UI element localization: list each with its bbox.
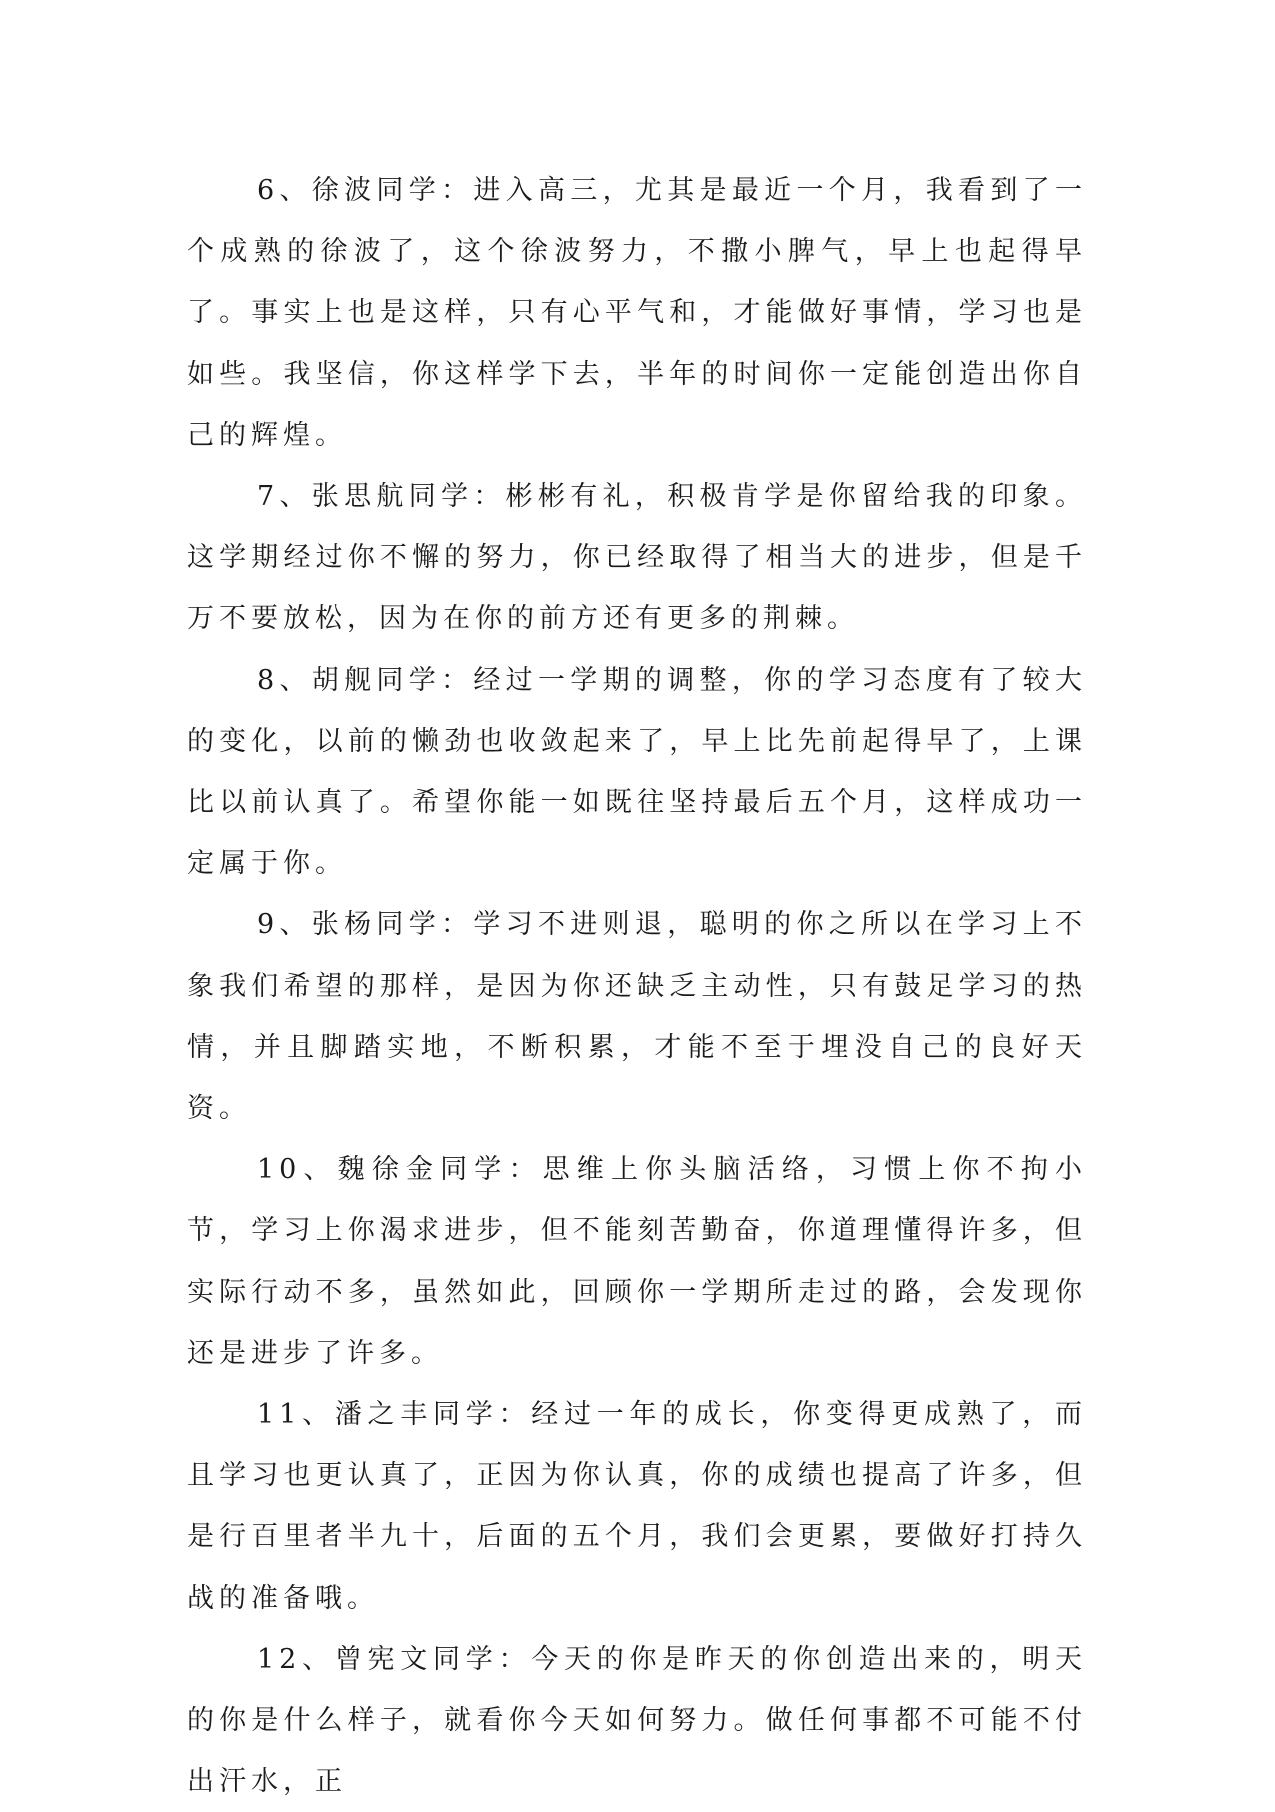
- paragraph-comment-8: 8、胡舰同学：经过一学期的调整，你的学习态度有了较大的变化，以前的懒劲也收敛起来了，早上比先前起得早了，上课比以前认真了。希望你能一如既往坚持最后五个月，这样成功一定属于你。: [187, 664, 1087, 880]
- document-body: [187, 160, 1087, 1812]
- paragraph-comment-7: 7、张思航同学：彬彬有礼，积极肯学是你留给我的印象。这学期经过你不懈的努力，你已经取得了相当大的进步，但是千万不要放松，因为在你的前方还有更多的荆棘。: [187, 481, 1087, 635]
- paragraph-comment-11: 11、潘之丰同学：经过一年的成长，你变得更成熟了，而且学习也更认真了，正因为你认真，你的成绩也提高了许多，但是行百里者半九十，后面的五个月，我们会更累，要做好打持久战的准备哦。: [187, 1399, 1087, 1614]
- paragraph-comment-6: 6、徐波同学：进入高三，尤其是最近一个月，我看到了一个成熟的徐波了，这个徐波努力，不撒小脾气，早上也起得早了。事实上也是这样，只有心平气和，才能做好事情，学习也是如些。我坚信，你这样学下去，半年的时间你一定能创造出你自己的辉煌。: [187, 175, 1087, 451]
- paragraph-comment-9: 9、张杨同学：学习不进则退，聪明的你之所以在学习上不象我们希望的那样，是因为你还缺乏主动性，只有鼓足学习的热情，并且脚踏实地，不断积累，才能不至于埋没自己的良好天资。: [187, 909, 1087, 1125]
- paragraph-comment-12: 12、曾宪文同学：今天的你是昨天的你创造出来的，明天的你是什么样子，就看你今天如何努力。做任何事都不可能不付出汗水，正: [187, 1643, 1087, 1798]
- paragraph-comment-10: 10、魏徐金同学：思维上你头脑活络，习惯上你不拘小节，学习上你渴求进步，但不能刻苦勤奋，你道理懂得许多，但实际行动不多，虽然如此，回顾你一学期所走过的路，会发现你还是进步了许多。: [187, 1154, 1087, 1369]
